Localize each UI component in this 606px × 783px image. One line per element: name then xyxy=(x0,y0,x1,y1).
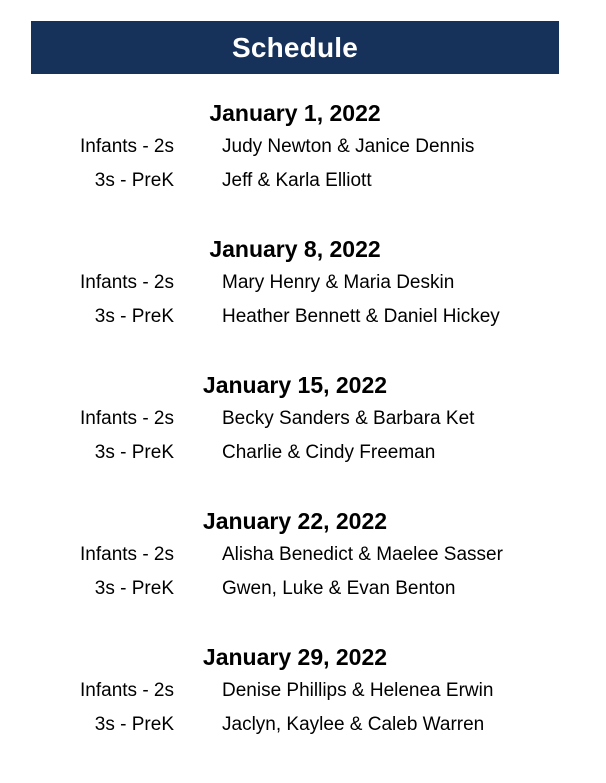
schedule-row xyxy=(0,708,606,742)
age-group-label: Infants - 2s xyxy=(80,544,174,565)
day-date: January 1, 2022 xyxy=(209,100,381,126)
day-date: January 22, 2022 xyxy=(202,508,388,534)
age-group-label: 3s - PreK xyxy=(94,578,174,599)
schedule-day xyxy=(0,640,606,776)
volunteer-names: Jeff & Karla Elliott xyxy=(222,170,372,191)
volunteer-names: Denise Phillips & Helenea Erwin xyxy=(222,680,494,701)
volunteer-names: Heather Bennett & Daniel Hickey xyxy=(222,306,500,327)
age-group-label: 3s - PreK xyxy=(94,442,174,463)
volunteer-names: Charlie & Cindy Freeman xyxy=(222,442,436,463)
age-group-label: 3s - PreK xyxy=(94,306,174,327)
schedule-day xyxy=(0,368,606,504)
schedule-row xyxy=(0,538,606,572)
age-group-label: 3s - PreK xyxy=(94,714,174,735)
volunteer-names: Becky Sanders & Barbara Ket xyxy=(222,408,475,429)
schedule-list xyxy=(0,96,606,776)
day-date: January 8, 2022 xyxy=(209,236,381,262)
schedule-day xyxy=(0,504,606,640)
volunteer-names: Judy Newton & Janice Dennis xyxy=(222,136,475,157)
volunteer-names: Jaclyn, Kaylee & Caleb Warren xyxy=(222,714,485,735)
volunteer-names: Gwen, Luke & Evan Benton xyxy=(222,578,456,599)
schedule-day xyxy=(0,96,606,232)
volunteer-names: Mary Henry & Maria Deskin xyxy=(222,272,455,293)
schedule-row xyxy=(0,572,606,606)
schedule-row xyxy=(0,436,606,470)
schedule-row xyxy=(0,130,606,164)
schedule-row xyxy=(0,674,606,708)
schedule-header xyxy=(31,21,559,74)
age-group-label: 3s - PreK xyxy=(94,170,174,191)
schedule-day xyxy=(0,232,606,368)
schedule-row xyxy=(0,164,606,198)
schedule-row xyxy=(0,402,606,436)
day-date: January 29, 2022 xyxy=(202,644,388,670)
age-group-label: Infants - 2s xyxy=(80,408,174,429)
schedule-row xyxy=(0,266,606,300)
page-title: Schedule xyxy=(231,31,359,63)
day-date: January 15, 2022 xyxy=(202,372,388,398)
age-group-label: Infants - 2s xyxy=(80,272,174,293)
volunteer-names: Alisha Benedict & Maelee Sasser xyxy=(222,544,503,565)
age-group-label: Infants - 2s xyxy=(80,136,174,157)
age-group-label: Infants - 2s xyxy=(80,680,174,701)
schedule-row xyxy=(0,300,606,334)
